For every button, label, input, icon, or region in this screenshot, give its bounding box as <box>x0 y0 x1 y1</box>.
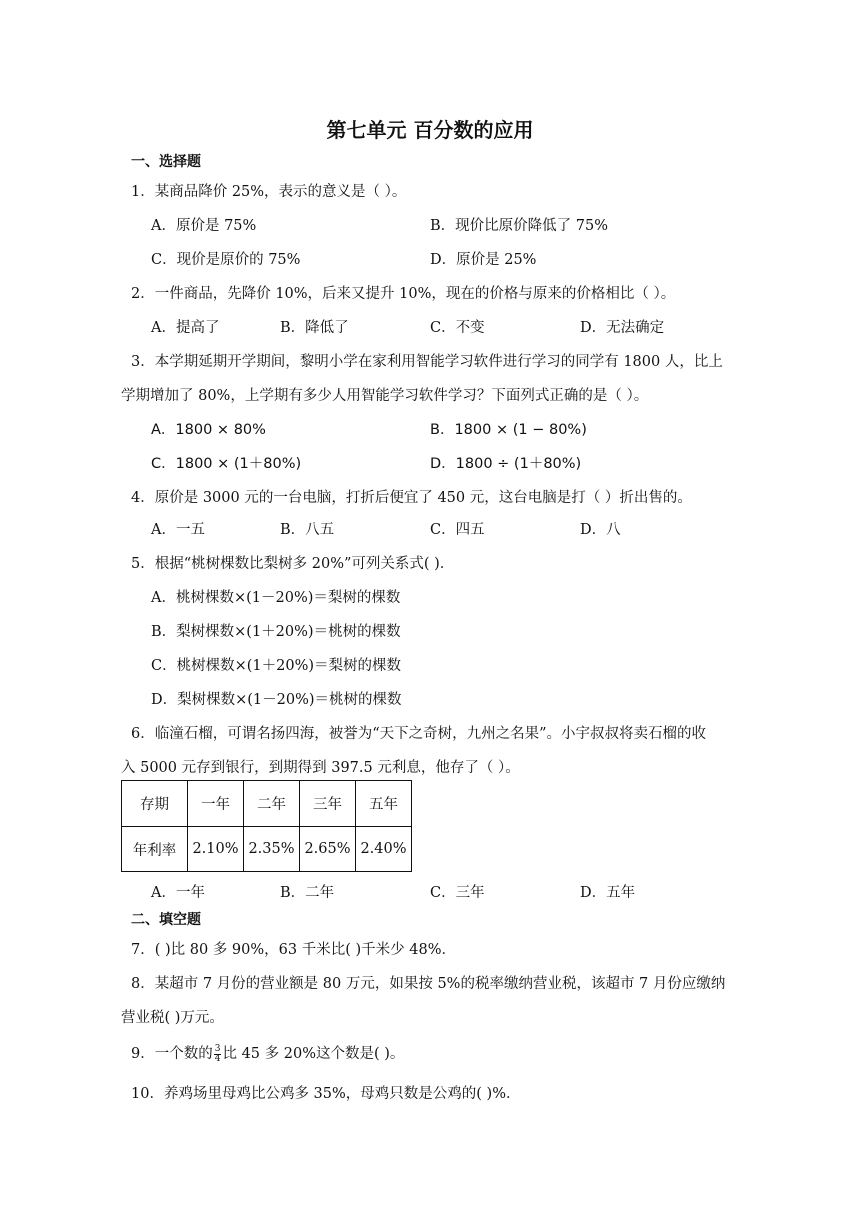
question-5-option-a[interactable]: A．桃树棵数×(1－20%)＝梨树的棵数 <box>151 590 401 606</box>
question-7: 7．( )比 80 多 90%，63 千米比( )千米少 48%． <box>131 942 456 958</box>
question-5-stem: 5．根据“桃树棵数比梨树多 20%”可列关系式( )． <box>131 556 455 572</box>
interest-rate-table <box>121 780 412 872</box>
question-8-line-1: 8．某超市 7 月份的营业额是 80 万元，如果按 5%的税率缴纳营业税，该超市 7 月份应缴纳 <box>131 976 726 992</box>
table-header-cell: 三年 <box>300 781 356 827</box>
table-cell: 2.35% <box>244 827 300 872</box>
question-5-option-d[interactable]: D．梨树棵数×(1－20%)＝桃树的棵数 <box>151 692 402 708</box>
question-1-stem: 1．某商品降价 25%，表示的意义是（ ）。 <box>131 184 407 200</box>
question-1-option-d[interactable]: D．原价是 25% <box>430 252 537 268</box>
question-9 <box>131 1042 404 1064</box>
table-header-cell: 五年 <box>356 781 412 827</box>
section-heading-choice: 一、选择题 <box>131 154 201 170</box>
table-header-cell: 二年 <box>244 781 300 827</box>
question-1-option-b[interactable]: B．现价比原价降低了 75% <box>430 218 608 234</box>
question-4-stem: 4．原价是 3000 元的一台电脑，打折后便宜了 450 元，这台电脑是打（ ）折出售的。 <box>131 490 692 506</box>
question-6-stem-line-2: 入 5000 元存到银行，到期得到 397.5 元利息，他存了（ ）。 <box>121 760 520 776</box>
question-4-option-a[interactable]: A．一五 <box>151 522 205 538</box>
table-header-cell: 一年 <box>188 781 244 827</box>
question-10: 10．养鸡场里母鸡比公鸡多 35%，母鸡只数是公鸡的( )%． <box>131 1086 521 1102</box>
question-6-option-c[interactable]: C．三年 <box>430 885 485 901</box>
question-8-line-2: 营业税( )万元。 <box>121 1010 224 1026</box>
question-4-option-d[interactable]: D．八 <box>580 522 621 538</box>
question-3-stem-line-1: 3．本学期延期开学期间，黎明小学在家利用智能学习软件进行学习的同学有 1800 人，比上 <box>131 354 723 370</box>
table-header-row <box>122 781 412 827</box>
question-6-option-d[interactable]: D．五年 <box>580 885 636 901</box>
question-1-option-a[interactable]: A．原价是 75% <box>151 218 257 234</box>
table-header-cell: 存期 <box>122 781 188 827</box>
page-title: 第七单元 百分数的应用 <box>326 118 534 142</box>
question-1-option-c[interactable]: C．现价是原价的 75% <box>151 252 301 268</box>
table-cell: 2.65% <box>300 827 356 872</box>
question-6-option-b[interactable]: B．二年 <box>280 885 335 901</box>
question-3-option-d[interactable]: D．1800 ÷ (1＋80%) <box>430 456 582 472</box>
question-6-option-a[interactable]: A．一年 <box>151 885 205 901</box>
question-5-option-b[interactable]: B．梨树棵数×(1＋20%)＝桃树的棵数 <box>151 624 401 640</box>
question-3-option-b[interactable]: B．1800 × (1 − 80%) <box>430 422 587 438</box>
question-5-option-c[interactable]: C．桃树棵数×(1＋20%)＝梨树的棵数 <box>151 658 402 674</box>
fraction-three-quarters <box>214 1045 222 1064</box>
question-2-option-d[interactable]: D．无法确定 <box>580 320 665 336</box>
table-cell: 年利率 <box>122 827 188 872</box>
fraction-numerator: 3 <box>214 1043 221 1054</box>
question-4-option-c[interactable]: C．四五 <box>430 522 485 538</box>
question-3-option-c[interactable]: C．1800 × (1＋80%) <box>151 456 302 472</box>
fraction-denominator: 4 <box>214 1053 221 1064</box>
question-2-option-a[interactable]: A．提高了 <box>151 320 220 336</box>
table-row <box>122 827 412 872</box>
table-cell: 2.10% <box>188 827 244 872</box>
question-2-stem: 2．一件商品，先降价 10%，后来又提升 10%，现在的价格与原来的价格相比（ ）。 <box>131 286 676 302</box>
question-9-suffix: 比 45 多 20%这个数是( )。 <box>222 1046 405 1062</box>
question-3-option-a[interactable]: A．1800 × 80% <box>151 422 266 438</box>
table-cell: 2.40% <box>356 827 412 872</box>
question-3-stem-line-2: 学期增加了 80%，上学期有多少人用智能学习软件学习？下面列式正确的是（ ）。 <box>121 388 649 404</box>
section-heading-fill: 二、填空题 <box>131 912 201 928</box>
question-2-option-b[interactable]: B．降低了 <box>280 320 349 336</box>
question-4-option-b[interactable]: B．八五 <box>280 522 335 538</box>
question-6-stem-line-1: 6．临潼石榴，可谓名扬四海，被誉为“天下之奇树，九州之名果”。小宇叔叔将卖石榴的收 <box>131 726 707 742</box>
question-9-prefix: 9．一个数的 <box>131 1046 213 1062</box>
question-2-option-c[interactable]: C．不变 <box>430 320 485 336</box>
